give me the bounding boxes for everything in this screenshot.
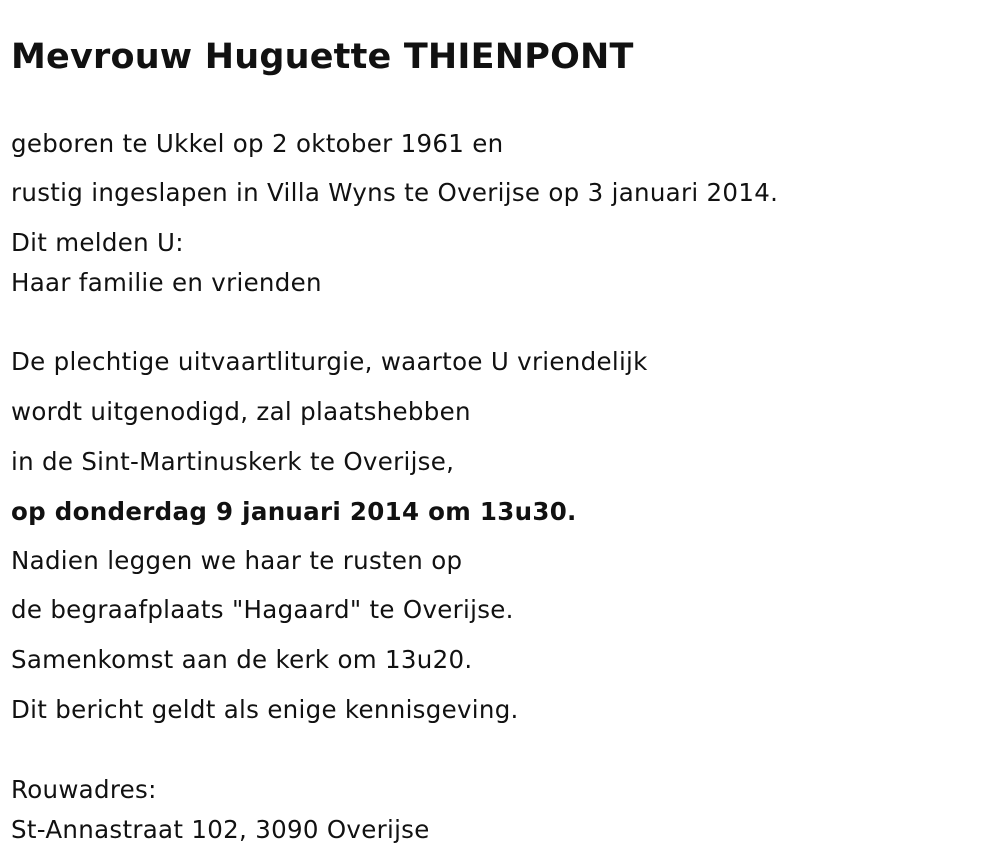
notice-line: Dit bericht geldt als enige kennisgeving. [11,695,519,724]
death-line: rustig ingeslapen in Villa Wyns te Overijse op 3 januari 2014. [11,178,779,207]
ceremony-date-time: op donderdag 9 januari 2014 om 13u30. [11,497,577,526]
ceremony-line-2: wordt uitgenodigd, zal plaatshebben [11,397,471,426]
gathering-line: Samenkomst aan de kerk om 13u20. [11,645,473,674]
burial-line-2: de begraafplaats "Hagaard" te Overijse. [11,595,514,624]
ceremony-line-3: in de Sint-Martinuskerk te Overijse, [11,447,455,476]
address-value: St-Annastraat 102, 3090 Overijse [11,815,430,844]
address-label: Rouwadres: [11,775,157,804]
burial-line-1: Nadien leggen we haar te rusten op [11,546,463,575]
deceased-name-title: Mevrouw Huguette THIENPONT [11,37,634,77]
announce-family: Haar familie en vrienden [11,268,322,297]
ceremony-line-1: De plechtige uitvaartliturgie, waartoe U vriendelijk [11,347,648,376]
announce-intro: Dit melden U: [11,228,184,257]
birth-line: geboren te Ukkel op 2 oktober 1961 en [11,129,504,158]
